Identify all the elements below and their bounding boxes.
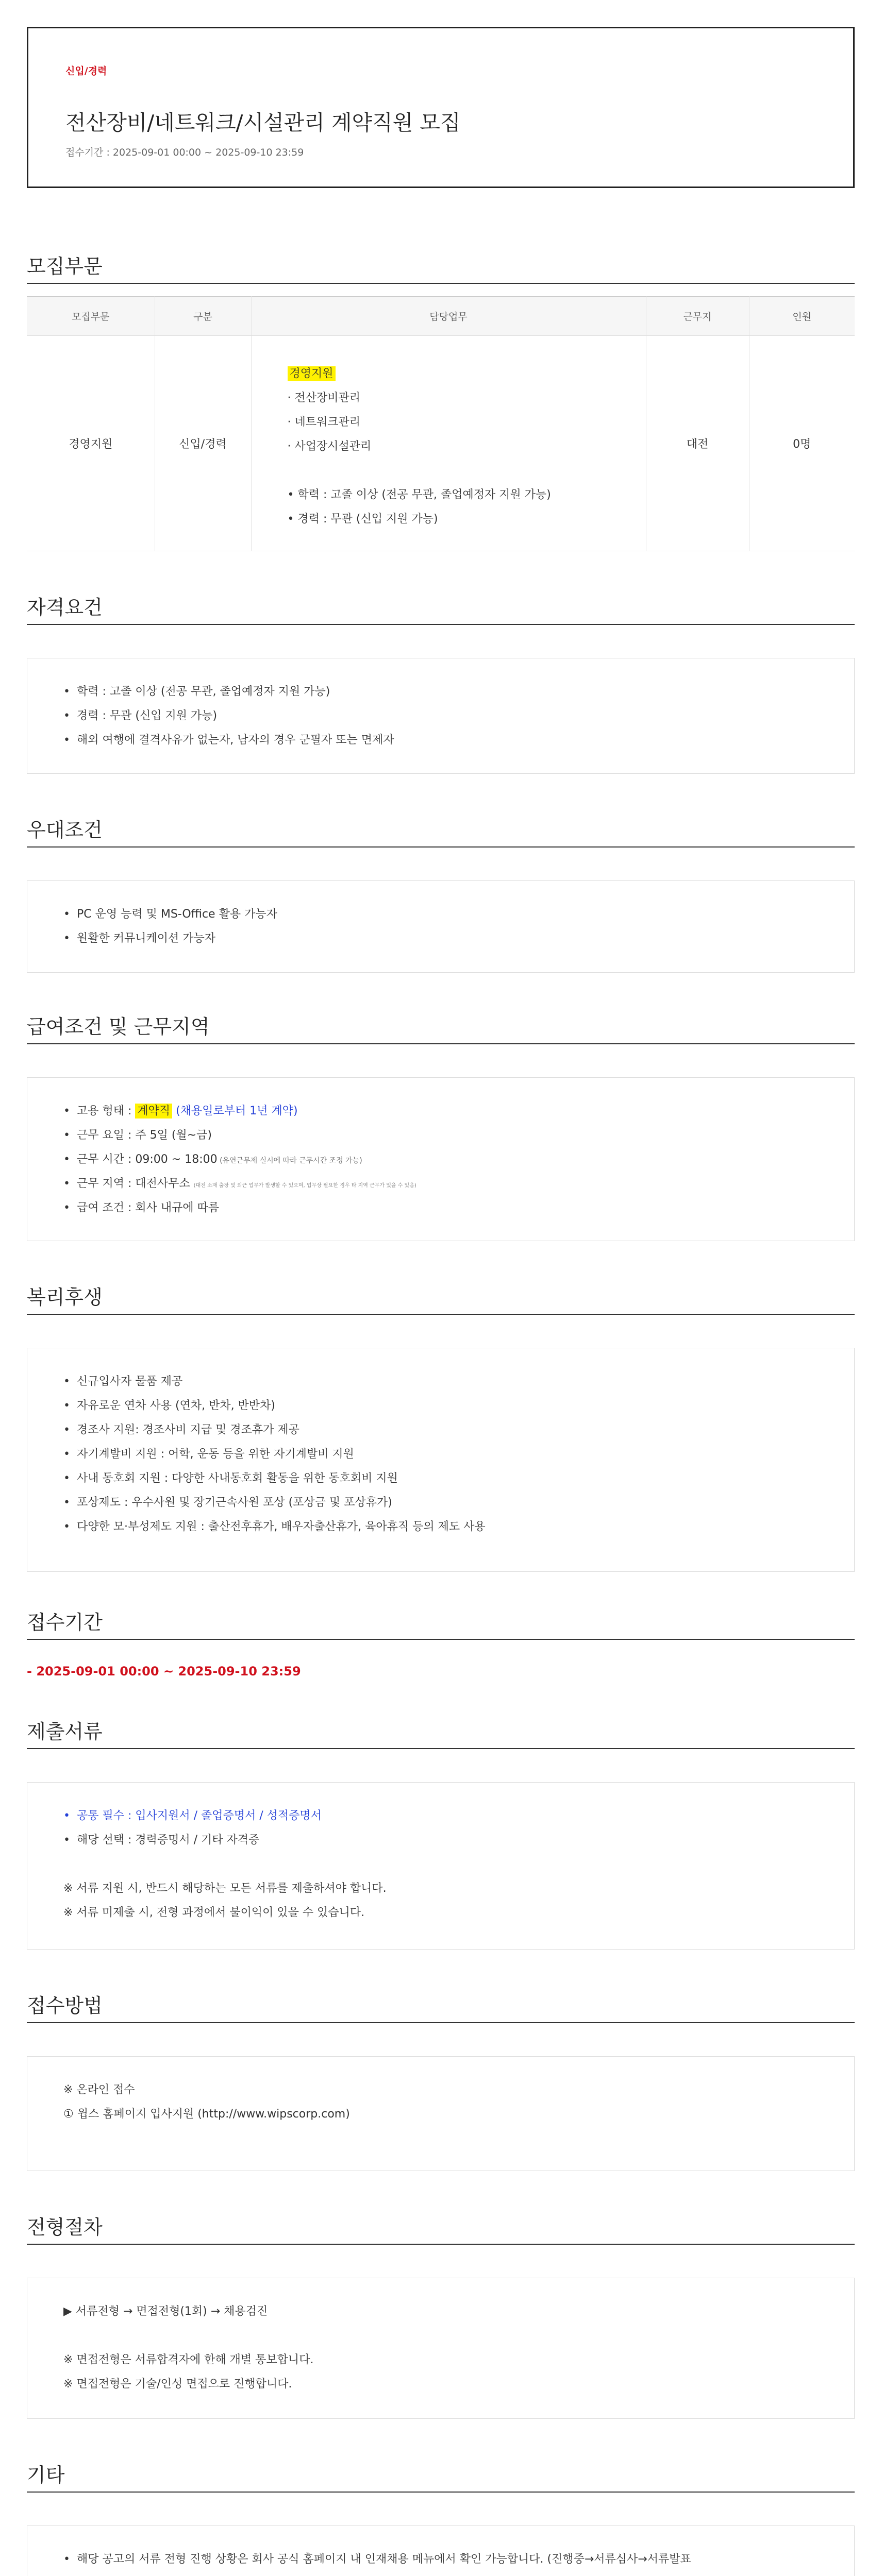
table-header: 모집부문: [27, 297, 155, 336]
list-item: • 근무 시간 : 09:00 ~ 18:00 (유연근무제 실시에 따라 근무시간 조정 가능): [63, 1153, 362, 1166]
apply-period: - 2025-09-01 00:00 ~ 2025-09-10 23:59: [27, 1664, 301, 1679]
note-line: ※ 면접전형은 기술/인성 면접으로 진행합니다.: [63, 2378, 292, 2391]
table-row: [27, 336, 855, 551]
section-title-documents: 제출서류: [27, 1720, 103, 1743]
posting-period: 접수기간 : 2025-09-01 00:00 ~ 2025-09-10 23:59: [65, 147, 304, 158]
list-item: • 급여 조건 : 회사 내규에 따름: [63, 1201, 220, 1214]
method-box: [27, 2056, 855, 2171]
list-item: • 고용 형태 : 계약직 (채용일로부터 1년 계약): [63, 1105, 298, 1117]
method-link[interactable]: ① 윕스 홈페이지 입사지원 (http://www.wipscorp.com): [63, 2108, 350, 2121]
section-rule: [27, 1639, 855, 1640]
table-header-row: [27, 297, 855, 336]
documents-box: [27, 1782, 855, 1950]
list-item: • 포상제도 : 우수사원 및 장기근속사원 포상 (포상금 및 포상휴가): [63, 1496, 392, 1509]
table-header: 인원: [749, 297, 855, 336]
duty-cell: [251, 336, 646, 551]
location-cell: 대전: [646, 336, 749, 551]
section-rule: [27, 1314, 855, 1315]
posting-title: 전산장비/네트워크/시설관리 계약직원 모집: [65, 110, 461, 135]
note-line: ※ 서류 미제출 시, 전형 과정에서 불이익이 있을 수 있습니다.: [63, 1906, 365, 1919]
section-rule: [27, 624, 855, 625]
section-rule: [27, 2244, 855, 2245]
process-box: [27, 2278, 855, 2419]
etc-box: [27, 2526, 855, 2576]
section-rule: [27, 283, 855, 284]
section-rule: [27, 2492, 855, 2493]
list-item: • 신규입사자 물품 제공: [63, 1375, 183, 1388]
duty-item: · 사업장시설관리: [287, 440, 372, 453]
list-item: • 자유로운 연차 사용 (연차, 반차, 반반차): [63, 1399, 275, 1412]
list-item: • 해당 선택 : 경력증명서 / 기타 자격증: [63, 1834, 260, 1846]
table-header: 구분: [155, 297, 251, 336]
division-cell: 경영지원: [27, 336, 155, 551]
note-line: ※ 서류 지원 시, 반드시 해당하는 모든 서류를 제출하셔야 합니다.: [63, 1882, 387, 1895]
list-item: • 근무 지역 : 대전사무소 (대전 소재 출장 및 외근 업무가 발생할 수 있으며, 업무상 필요한 경우 타 지역 근무가 있을 수 있음): [63, 1177, 416, 1190]
section-title-salary: 급여조건 및 근무지역: [27, 1015, 210, 1038]
list-item: • 경조사 지원: 경조사비 지급 및 경조휴가 제공: [63, 1423, 299, 1436]
headcount-cell: 0명: [749, 336, 855, 551]
list-item: • PC 운영 능력 및 MS-Office 활용 가능자: [63, 908, 277, 921]
section-rule: [27, 1043, 855, 1044]
list-item: • 원활한 커뮤니케이션 가능자: [63, 932, 216, 945]
section-title-period: 접수기간: [27, 1611, 103, 1634]
section-title-preference: 우대조건: [27, 819, 103, 841]
contract-highlight: 계약직: [135, 1104, 172, 1118]
table-header: 근무지: [646, 297, 749, 336]
job-type-tag: 신입/경력: [65, 65, 107, 77]
qualification-box: [27, 658, 855, 774]
list-item: • 자기계발비 지원 : 어학, 운동 등을 위한 자기계발비 지원: [63, 1448, 354, 1461]
list-item: • 다양한 모·부성제도 지원 : 출산전후휴가, 배우자출산휴가, 육아휴직 등의 제도 사용: [63, 1520, 486, 1533]
method-line: ※ 온라인 접수: [63, 2083, 135, 2096]
process-flow: ▶ 서류전형 → 면접전형(1회) → 채용검진: [63, 2305, 268, 2318]
duty-title: 경영지원: [288, 366, 336, 381]
list-item: • 사내 동호회 지원 : 다양한 사내동호회 활동을 위한 동호회비 지원: [63, 1472, 398, 1485]
section-rule: [27, 846, 855, 848]
section-title-method: 접수방법: [27, 1994, 103, 2017]
section-rule: [27, 2022, 855, 2023]
note-line: ※ 면접전형은 서류합격자에 한해 개별 통보합니다.: [63, 2353, 314, 2366]
duty-item: · 전산장비관리: [287, 392, 360, 404]
list-item: • 근무 요일 : 주 5일 (월~금): [63, 1129, 212, 1142]
section-title-welfare: 복리후생: [27, 1286, 103, 1309]
category-cell: 신입/경력: [155, 336, 251, 551]
table-header: 담당업무: [251, 297, 646, 336]
section-title-etc: 기타: [27, 2464, 65, 2486]
salary-box: [27, 1077, 855, 1241]
list-item: • 경력 : 무관 (신입 지원 가능): [63, 709, 218, 722]
section-title-qualification: 자격요건: [27, 596, 103, 619]
list-item: • 학력 : 고졸 이상 (전공 무관, 졸업예정자 지원 가능): [63, 685, 330, 698]
section-rule: [27, 1748, 855, 1749]
duty-item: · 네트워크관리: [287, 416, 360, 429]
requirement-item: • 경력 : 무관 (신입 지원 가능): [287, 513, 438, 526]
list-item: • 해당 공고의 서류 전형 진행 상황은 회사 공식 홈페이지 내 인재채용 메뉴에서 확인 가능합니다. (진행중→서류심사→서류발표: [63, 2553, 691, 2566]
list-item: • 해외 여행에 결격사유가 없는자, 남자의 경우 군필자 또는 면제자: [63, 734, 394, 747]
welfare-box: [27, 1348, 855, 1572]
posting-header: [27, 27, 855, 188]
list-item: • 공통 필수 : 입사지원서 / 졸업증명서 / 성적증명서: [63, 1809, 322, 1822]
recruit-table: [27, 296, 855, 551]
section-title-recruit: 모집부문: [27, 255, 103, 278]
preference-box: [27, 880, 855, 973]
requirement-item: • 학력 : 고졸 이상 (전공 무관, 졸업예정자 지원 가능): [287, 488, 551, 501]
section-title-process: 전형절차: [27, 2216, 103, 2239]
